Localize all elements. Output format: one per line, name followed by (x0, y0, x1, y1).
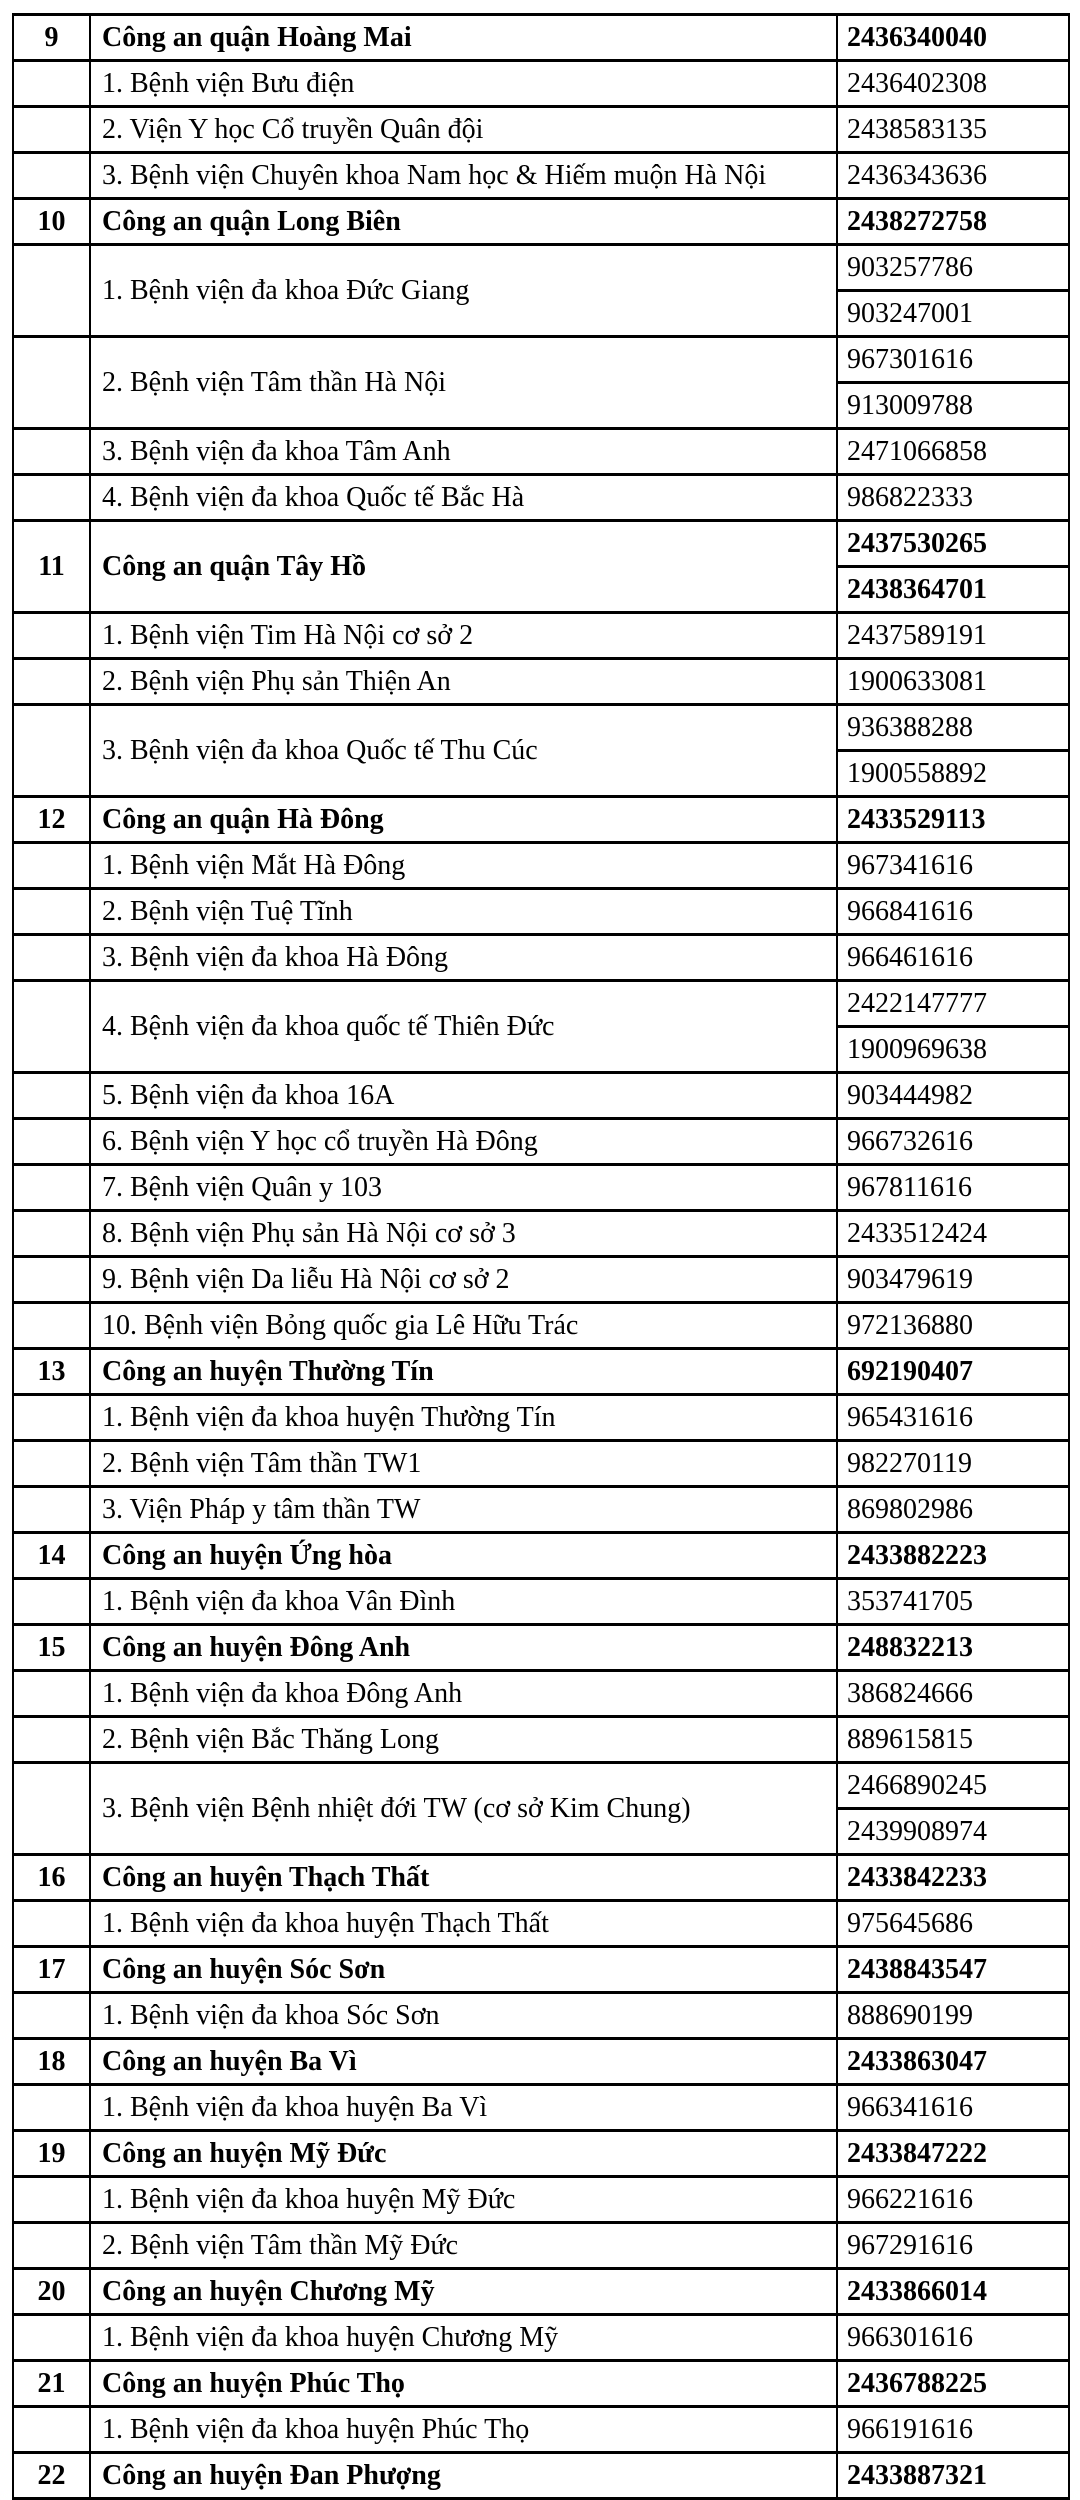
hospital-row (13, 1303, 1069, 1349)
section-name-cell: Công an huyện Mỹ Đức (90, 2131, 837, 2177)
section-row (13, 1349, 1069, 1395)
section-name-cell: Công an quận Hà Đông (90, 797, 837, 843)
section-number-cell: 13 (13, 1349, 90, 1395)
hospital-name-cell: 3. Viện Pháp y tâm thần TW (90, 1487, 837, 1533)
hospital-number-cell (13, 61, 90, 107)
section-name-cell: Công an huyện Đông Anh (90, 1625, 837, 1671)
hospital-number-cell (13, 1165, 90, 1211)
section-number-cell: 15 (13, 1625, 90, 1671)
hospital-name-cell: 6. Bệnh viện Y học cổ truyền Hà Đông (90, 1119, 837, 1165)
hospital-number-cell (13, 889, 90, 935)
hospital-phone-cell: 2438583135 (837, 107, 1069, 153)
section-phone-cell: 2438364701 (837, 567, 1069, 613)
hospital-name-cell: 1. Bệnh viện Tim Hà Nội cơ sở 2 (90, 613, 837, 659)
hospital-phone-cell: 2437589191 (837, 613, 1069, 659)
hospital-number-cell (13, 2085, 90, 2131)
hospital-number-cell (13, 1073, 90, 1119)
section-number-cell: 18 (13, 2039, 90, 2085)
section-phone-cell: 692190407 (837, 1349, 1069, 1395)
hospital-number-cell (13, 981, 90, 1073)
hospital-phone-cell: 966301616 (837, 2315, 1069, 2361)
hospital-name-cell: 1. Bệnh viện đa khoa Đông Anh (90, 1671, 837, 1717)
section-number-cell: 19 (13, 2131, 90, 2177)
hospital-phone-cell: 2466890245 (837, 1763, 1069, 1809)
hospital-row (13, 705, 1069, 751)
hospital-number-cell (13, 1119, 90, 1165)
hospital-row (13, 613, 1069, 659)
hospital-name-cell: 3. Bệnh viện Bệnh nhiệt đới TW (cơ sở Kim Chung) (90, 1763, 837, 1855)
hospital-name-cell: 2. Bệnh viện Tuệ Tĩnh (90, 889, 837, 935)
hospital-name-cell: 4. Bệnh viện đa khoa quốc tế Thiên Đức (90, 981, 837, 1073)
hospital-name-cell: 1. Bệnh viện đa khoa huyện Phúc Thọ (90, 2407, 837, 2453)
section-row (13, 2039, 1069, 2085)
hospital-number-cell (13, 2223, 90, 2269)
section-phone-cell: 2433842233 (837, 1855, 1069, 1901)
section-number-cell: 21 (13, 2361, 90, 2407)
section-number-cell: 16 (13, 1855, 90, 1901)
hospital-name-cell: 5. Bệnh viện đa khoa 16A (90, 1073, 837, 1119)
hospital-row (13, 1901, 1069, 1947)
section-name-cell: Công an quận Long Biên (90, 199, 837, 245)
hospital-phone-cell: 966341616 (837, 2085, 1069, 2131)
hospital-phone-cell: 972136880 (837, 1303, 1069, 1349)
section-row (13, 2269, 1069, 2315)
section-number-cell: 22 (13, 2453, 90, 2499)
hospital-name-cell: 2. Bệnh viện Tâm thần Mỹ Đức (90, 2223, 837, 2269)
section-name-cell: Công an huyện Chương Mỹ (90, 2269, 837, 2315)
hospital-phone-cell: 903444982 (837, 1073, 1069, 1119)
section-name-cell: Công an huyện Ba Vì (90, 2039, 837, 2085)
hospital-row (13, 337, 1069, 383)
hospital-number-cell (13, 107, 90, 153)
hospital-row (13, 935, 1069, 981)
hospital-phone-cell: 2436343636 (837, 153, 1069, 199)
section-name-cell: Công an quận Hoàng Mai (90, 15, 837, 61)
section-name-cell: Công an huyện Thường Tín (90, 1349, 837, 1395)
section-row (13, 2453, 1069, 2499)
hospital-number-cell (13, 1257, 90, 1303)
section-name-cell: Công an huyện Sóc Sơn (90, 1947, 837, 1993)
hospital-name-cell: 1. Bệnh viện đa khoa Đức Giang (90, 245, 837, 337)
hospital-row (13, 1993, 1069, 2039)
hospital-number-cell (13, 843, 90, 889)
hospital-number-cell (13, 935, 90, 981)
section-number-cell: 20 (13, 2269, 90, 2315)
hospital-number-cell (13, 245, 90, 337)
hospital-row (13, 2407, 1069, 2453)
hospital-row (13, 1165, 1069, 1211)
hospital-phone-cell: 967341616 (837, 843, 1069, 889)
hospital-row (13, 1717, 1069, 1763)
section-phone-cell: 2438272758 (837, 199, 1069, 245)
hospital-number-cell (13, 337, 90, 429)
directory-table-body (13, 15, 1069, 2499)
hospital-number-cell (13, 429, 90, 475)
phone-directory-table (12, 13, 1070, 2500)
hospital-row (13, 245, 1069, 291)
section-row (13, 2361, 1069, 2407)
section-phone-cell: 2433529113 (837, 797, 1069, 843)
hospital-phone-cell: 903247001 (837, 291, 1069, 337)
hospital-row (13, 889, 1069, 935)
hospital-number-cell (13, 1993, 90, 2039)
hospital-phone-cell: 386824666 (837, 1671, 1069, 1717)
section-row (13, 797, 1069, 843)
hospital-row (13, 2085, 1069, 2131)
hospital-row (13, 107, 1069, 153)
hospital-phone-cell: 2433512424 (837, 1211, 1069, 1257)
hospital-row (13, 475, 1069, 521)
hospital-row (13, 1119, 1069, 1165)
hospital-phone-cell: 966191616 (837, 2407, 1069, 2453)
hospital-number-cell (13, 1395, 90, 1441)
hospital-number-cell (13, 1763, 90, 1855)
hospital-number-cell (13, 1487, 90, 1533)
hospital-number-cell (13, 1303, 90, 1349)
hospital-row (13, 1579, 1069, 1625)
hospital-row (13, 1671, 1069, 1717)
section-number-cell: 9 (13, 15, 90, 61)
hospital-row (13, 1395, 1069, 1441)
hospital-name-cell: 4. Bệnh viện đa khoa Quốc tế Bắc Hà (90, 475, 837, 521)
hospital-phone-cell: 888690199 (837, 1993, 1069, 2039)
hospital-name-cell: 1. Bệnh viện đa khoa huyện Thạch Thất (90, 1901, 837, 1947)
hospital-phone-cell: 889615815 (837, 1717, 1069, 1763)
section-phone-cell: 248832213 (837, 1625, 1069, 1671)
section-phone-cell: 2438843547 (837, 1947, 1069, 1993)
hospital-row (13, 1257, 1069, 1303)
hospital-row (13, 61, 1069, 107)
hospital-name-cell: 1. Bệnh viện Mắt Hà Đông (90, 843, 837, 889)
section-row (13, 15, 1069, 61)
hospital-row (13, 2223, 1069, 2269)
section-number-cell: 11 (13, 521, 90, 613)
hospital-number-cell (13, 659, 90, 705)
hospital-phone-cell: 967301616 (837, 337, 1069, 383)
hospital-phone-cell: 975645686 (837, 1901, 1069, 1947)
hospital-phone-cell: 869802986 (837, 1487, 1069, 1533)
section-number-cell: 14 (13, 1533, 90, 1579)
hospital-phone-cell: 2471066858 (837, 429, 1069, 475)
hospital-phone-cell: 1900633081 (837, 659, 1069, 705)
hospital-row (13, 429, 1069, 475)
hospital-number-cell (13, 613, 90, 659)
section-row (13, 199, 1069, 245)
hospital-name-cell: 1. Bệnh viện Bưu điện (90, 61, 837, 107)
hospital-phone-cell: 2422147777 (837, 981, 1069, 1027)
hospital-phone-cell: 966732616 (837, 1119, 1069, 1165)
section-name-cell: Công an huyện Ứng hòa (90, 1533, 837, 1579)
section-name-cell: Công an huyện Đan Phượng (90, 2453, 837, 2499)
hospital-number-cell (13, 153, 90, 199)
section-row (13, 2131, 1069, 2177)
hospital-number-cell (13, 2407, 90, 2453)
hospital-name-cell: 1. Bệnh viện đa khoa huyện Mỹ Đức (90, 2177, 837, 2223)
hospital-number-cell (13, 1211, 90, 1257)
hospital-row (13, 1211, 1069, 1257)
hospital-phone-cell: 2439908974 (837, 1809, 1069, 1855)
section-number-cell: 10 (13, 199, 90, 245)
hospital-row (13, 2177, 1069, 2223)
section-phone-cell: 2433847222 (837, 2131, 1069, 2177)
hospital-name-cell: 1. Bệnh viện đa khoa Sóc Sơn (90, 1993, 837, 2039)
hospital-name-cell: 1. Bệnh viện đa khoa huyện Ba Vì (90, 2085, 837, 2131)
hospital-row (13, 981, 1069, 1027)
hospital-phone-cell: 967811616 (837, 1165, 1069, 1211)
hospital-name-cell: 1. Bệnh viện đa khoa huyện Thường Tín (90, 1395, 837, 1441)
hospital-number-cell (13, 1717, 90, 1763)
hospital-name-cell: 3. Bệnh viện đa khoa Hà Đông (90, 935, 837, 981)
hospital-phone-cell: 353741705 (837, 1579, 1069, 1625)
hospital-row (13, 659, 1069, 705)
hospital-name-cell: 2. Viện Y học Cổ truyền Quân đội (90, 107, 837, 153)
hospital-name-cell: 3. Bệnh viện đa khoa Tâm Anh (90, 429, 837, 475)
hospital-phone-cell: 913009788 (837, 383, 1069, 429)
hospital-name-cell: 10. Bệnh viện Bỏng quốc gia Lê Hữu Trác (90, 1303, 837, 1349)
section-phone-cell: 2433887321 (837, 2453, 1069, 2499)
hospital-name-cell: 9. Bệnh viện Da liễu Hà Nội cơ sở 2 (90, 1257, 837, 1303)
section-name-cell: Công an huyện Phúc Thọ (90, 2361, 837, 2407)
section-row (13, 1625, 1069, 1671)
hospital-name-cell: 2. Bệnh viện Bắc Thăng Long (90, 1717, 837, 1763)
section-name-cell: Công an huyện Thạch Thất (90, 1855, 837, 1901)
phone-directory-page (12, 13, 1070, 2500)
hospital-row (13, 843, 1069, 889)
hospital-row (13, 1487, 1069, 1533)
hospital-name-cell: 2. Bệnh viện Phụ sản Thiện An (90, 659, 837, 705)
section-row (13, 1947, 1069, 1993)
section-phone-cell: 2433863047 (837, 2039, 1069, 2085)
hospital-phone-cell: 965431616 (837, 1395, 1069, 1441)
hospital-number-cell (13, 2177, 90, 2223)
section-number-cell: 17 (13, 1947, 90, 1993)
hospital-row (13, 153, 1069, 199)
hospital-row (13, 1441, 1069, 1487)
hospital-name-cell: 3. Bệnh viện đa khoa Quốc tế Thu Cúc (90, 705, 837, 797)
hospital-phone-cell: 1900558892 (837, 751, 1069, 797)
hospital-number-cell (13, 705, 90, 797)
hospital-name-cell: 2. Bệnh viện Tâm thần TW1 (90, 1441, 837, 1487)
hospital-phone-cell: 903257786 (837, 245, 1069, 291)
section-row (13, 1533, 1069, 1579)
hospital-phone-cell: 966461616 (837, 935, 1069, 981)
section-row (13, 1855, 1069, 1901)
hospital-number-cell (13, 1441, 90, 1487)
hospital-number-cell (13, 475, 90, 521)
section-phone-cell: 2433882223 (837, 1533, 1069, 1579)
hospital-name-cell: 1. Bệnh viện đa khoa huyện Chương Mỹ (90, 2315, 837, 2361)
hospital-phone-cell: 967291616 (837, 2223, 1069, 2269)
hospital-phone-cell: 966221616 (837, 2177, 1069, 2223)
hospital-phone-cell: 936388288 (837, 705, 1069, 751)
section-row (13, 521, 1069, 567)
hospital-phone-cell: 986822333 (837, 475, 1069, 521)
hospital-number-cell (13, 1901, 90, 1947)
hospital-phone-cell: 982270119 (837, 1441, 1069, 1487)
hospital-phone-cell: 2436402308 (837, 61, 1069, 107)
hospital-number-cell (13, 2315, 90, 2361)
hospital-phone-cell: 903479619 (837, 1257, 1069, 1303)
section-name-cell: Công an quận Tây Hồ (90, 521, 837, 613)
hospital-name-cell: 7. Bệnh viện Quân y 103 (90, 1165, 837, 1211)
hospital-name-cell: 2. Bệnh viện Tâm thần Hà Nội (90, 337, 837, 429)
section-phone-cell: 2436788225 (837, 2361, 1069, 2407)
hospital-number-cell (13, 1579, 90, 1625)
hospital-phone-cell: 1900969638 (837, 1027, 1069, 1073)
section-phone-cell: 2436340040 (837, 15, 1069, 61)
hospital-number-cell (13, 1671, 90, 1717)
section-phone-cell: 2433866014 (837, 2269, 1069, 2315)
hospital-name-cell: 1. Bệnh viện đa khoa Vân Đình (90, 1579, 837, 1625)
hospital-name-cell: 3. Bệnh viện Chuyên khoa Nam học & Hiếm muộn Hà Nội (90, 153, 837, 199)
hospital-row (13, 1763, 1069, 1809)
hospital-row (13, 1073, 1069, 1119)
hospital-phone-cell: 966841616 (837, 889, 1069, 935)
hospital-name-cell: 8. Bệnh viện Phụ sản Hà Nội cơ sở 3 (90, 1211, 837, 1257)
hospital-row (13, 2315, 1069, 2361)
section-number-cell: 12 (13, 797, 90, 843)
section-phone-cell: 2437530265 (837, 521, 1069, 567)
